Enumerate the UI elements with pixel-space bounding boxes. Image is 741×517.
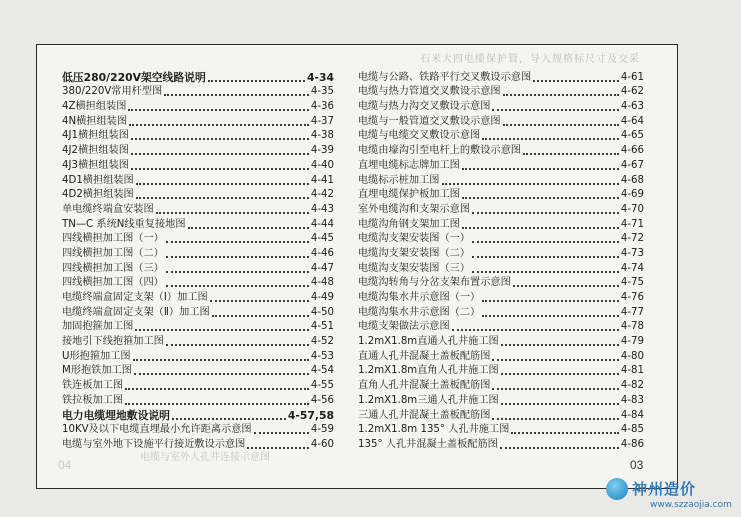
toc-entry <box>62 217 334 232</box>
toc-entry <box>62 261 334 276</box>
toc-entry-page: 4-53 <box>310 350 334 362</box>
toc-entry-title: 四线横担加工图（三） <box>62 262 164 274</box>
toc-entry-page: 4-72 <box>620 233 644 245</box>
toc-entry <box>358 99 644 114</box>
toc-entry-page: 4-85 <box>620 424 644 436</box>
toc-entry-page: 4-48 <box>310 277 334 289</box>
toc-entry-page: 4-78 <box>620 321 644 333</box>
dot-leader <box>125 388 309 390</box>
toc-entry-title: 电缆沟支架安装图（二） <box>358 247 471 259</box>
toc-entry-page: 4-66 <box>620 145 644 157</box>
toc-entry <box>358 129 644 144</box>
toc-entry <box>358 261 644 276</box>
toc-entry-page: 4-54 <box>310 365 334 377</box>
toc-entry-page: 4-59 <box>310 424 334 436</box>
toc-entry <box>62 393 334 408</box>
watermark-url: www.szzaojia.com <box>650 500 732 510</box>
toc-entry-page: 4-36 <box>310 101 334 113</box>
toc-entry-title: 电缆终端盒固定支架（Ⅱ）加工图 <box>62 306 210 318</box>
toc-entry-page: 4-44 <box>310 218 334 230</box>
toc-entry-page: 4-61 <box>620 71 644 83</box>
toc-entry <box>62 246 334 261</box>
toc-entry-page: 4-79 <box>620 336 644 348</box>
toc-entry <box>62 334 334 349</box>
dot-leader <box>472 271 619 273</box>
toc-entry-title: 135° 人孔井混凝土盖板配筋图 <box>358 438 498 450</box>
toc-entry-title: 4N横担组装图 <box>62 115 128 127</box>
dot-leader <box>212 315 309 317</box>
toc-entry-title: 电缆与电缆交叉敷设示意图 <box>358 130 481 142</box>
page-number: 03 <box>630 458 644 472</box>
toc-entry-title: 直埋电缆标志牌加工图 <box>358 159 460 171</box>
toc-entry-title: 电缆与热力管道交叉敷设示意图 <box>358 86 501 98</box>
toc-entry <box>62 70 334 85</box>
dot-leader <box>501 344 619 346</box>
dot-leader <box>247 447 309 449</box>
toc-entry <box>358 349 644 364</box>
dot-leader <box>135 329 309 331</box>
toc-entry-page: 4-49 <box>310 292 334 303</box>
dot-leader <box>172 418 286 420</box>
watermark-logo-icon <box>606 478 628 500</box>
toc-entry-page: 4-46 <box>310 247 334 259</box>
toc-entry-page: 4-82 <box>620 380 644 392</box>
toc-entry-title: 接地引下线抱箍加工图 <box>62 336 164 348</box>
toc-entry <box>358 158 644 173</box>
toc-entry-title: 电缆支架做法示意图 <box>358 321 450 333</box>
dot-leader <box>188 227 309 229</box>
dot-leader <box>492 388 618 390</box>
toc-entry-title: 四线横担加工图（二） <box>62 247 164 259</box>
toc-entry <box>62 114 334 129</box>
toc-entry <box>62 423 334 438</box>
dot-leader <box>492 418 618 420</box>
toc-entry <box>62 305 334 320</box>
toc-entry-page: 4-76 <box>620 292 644 303</box>
dot-leader <box>136 197 309 199</box>
toc-entry <box>62 276 334 291</box>
dot-leader <box>501 403 619 405</box>
toc-entry-title: 电缆与公路、铁路平行交叉敷设示意图 <box>358 71 532 83</box>
toc-entry-page: 4-68 <box>620 174 644 186</box>
dot-leader <box>452 329 619 331</box>
toc-entry-page: 4-75 <box>620 277 644 289</box>
dot-leader <box>462 168 619 170</box>
toc-entry-title: 铁拉板加工图 <box>62 394 124 406</box>
toc-entry-title: 1.2mX1.8m直角人孔井施工图 <box>358 365 499 377</box>
toc-entry <box>358 114 644 129</box>
toc-entry-title: 电缆沟角钢支架加工图 <box>358 218 460 230</box>
toc-entry-title: 电缆沟支架安装图（三） <box>358 262 471 274</box>
dot-leader <box>523 153 619 155</box>
toc-entry-page: 4-73 <box>620 247 644 259</box>
toc-entry <box>358 364 644 379</box>
toc-entry-title: 4J2横担组装图 <box>62 145 129 157</box>
toc-entry-title: 电力电缆埋地敷设说明 <box>62 408 170 422</box>
toc-entry-page: 4-34 <box>306 70 334 84</box>
toc-entry-title: 电缆标示桩加工图 <box>358 174 440 186</box>
toc-entry-page: 4-60 <box>310 438 334 450</box>
dot-leader <box>166 271 309 273</box>
toc-entry <box>358 188 644 203</box>
toc-entry <box>358 202 644 217</box>
toc-entry-page: 4-57,58 <box>287 408 334 422</box>
toc-right-column <box>358 70 644 452</box>
toc-entry-title: 4Z横担组装图 <box>62 101 127 113</box>
toc-entry-title: 1.2mX1.8m三通人孔井施工图 <box>358 394 499 406</box>
toc-entry <box>358 393 644 408</box>
dot-leader <box>492 109 618 111</box>
toc-entry-title: 电缆与室外地下设施平行接近敷设示意图 <box>62 438 246 450</box>
toc-entry <box>358 320 644 335</box>
dot-leader <box>482 315 619 317</box>
toc-entry-page: 4-42 <box>310 189 334 201</box>
toc-entry-page: 4-41 <box>310 174 334 186</box>
toc-entry-page: 4-77 <box>620 306 644 318</box>
toc-entry-page: 4-71 <box>620 218 644 230</box>
watermark <box>606 478 696 500</box>
toc-entry-page: 4-51 <box>310 321 334 333</box>
dot-leader <box>208 80 305 82</box>
bleed-through-page-number: 04 <box>58 458 72 472</box>
toc-entry <box>358 378 644 393</box>
toc-entry-title: 4J1横担组装图 <box>62 130 129 142</box>
toc-entry-page: 4-56 <box>310 394 334 406</box>
dot-leader <box>503 94 619 96</box>
toc-entry <box>62 378 334 393</box>
toc-entry-title: M形抱铁加工图 <box>62 365 132 377</box>
toc-entry-page: 4-86 <box>620 438 644 450</box>
toc-entry <box>62 143 334 158</box>
toc-entry-title: 1.2mX1.8m直通人孔井施工图 <box>358 336 499 348</box>
toc-entry-page: 4-55 <box>310 380 334 392</box>
toc-entry <box>62 437 334 452</box>
toc-entry-page: 4-39 <box>310 145 334 157</box>
toc-entry <box>358 173 644 188</box>
dot-leader <box>503 124 619 126</box>
toc-entry-title: 室外电缆沟和支架示意图 <box>358 203 471 215</box>
toc-entry <box>62 232 334 247</box>
dot-leader <box>482 138 619 140</box>
dot-leader <box>501 373 619 375</box>
toc-left-column <box>62 70 334 452</box>
toc-entry <box>62 320 334 335</box>
toc-entry-title: 四线横担加工图（一） <box>62 233 164 245</box>
toc-entry <box>62 99 334 114</box>
toc-entry-title: 10KV及以下电缆直埋最小允许距离示意图 <box>62 424 252 436</box>
dot-leader <box>513 285 619 287</box>
dot-leader <box>133 359 309 361</box>
toc-entry <box>62 290 334 305</box>
dot-leader <box>166 241 309 243</box>
toc-entry <box>62 85 334 100</box>
toc-entry-title: 电缆与一般管道交叉敷设示意图 <box>358 115 501 127</box>
dot-leader <box>131 168 309 170</box>
toc-entry <box>358 437 644 452</box>
dot-leader <box>533 80 619 82</box>
dot-leader <box>472 256 619 258</box>
toc-entry <box>62 129 334 144</box>
toc-entry-title: 电缆沟支架安装图（一） <box>358 233 471 245</box>
toc-entry-title: 低压280/220V架空线路说明 <box>62 70 206 84</box>
toc-entry <box>358 85 644 100</box>
dot-leader <box>125 403 309 405</box>
dot-leader <box>482 300 619 302</box>
toc-entry <box>358 305 644 320</box>
toc-entry-page: 4-40 <box>310 159 334 171</box>
toc-entry-page: 4-69 <box>620 189 644 201</box>
dot-leader <box>166 344 309 346</box>
toc-entry-title: 三通人孔井混凝土盖板配筋图 <box>358 409 491 421</box>
toc-entry-title: 直埋电缆保护板加工图 <box>358 189 460 201</box>
toc-entry-page: 4-45 <box>310 233 334 245</box>
dot-leader <box>511 432 619 434</box>
toc-entry-title: 四线横担加工图（四） <box>62 277 164 289</box>
toc-entry <box>358 217 644 232</box>
toc-entry <box>62 349 334 364</box>
dot-leader <box>500 447 619 449</box>
toc-entry-title: U形抱箍加工图 <box>62 350 131 362</box>
bleed-through-text: 石米大四电缆保护管，导入规格标尺寸及交采 <box>420 54 640 65</box>
toc-entry-title: 电缆沟转角与分岔支架布置示意图 <box>358 277 511 289</box>
toc-entry <box>62 364 334 379</box>
toc-entry-page: 4-47 <box>310 262 334 274</box>
toc-entry-title: 电缆沟集水井示意图（一） <box>358 292 481 303</box>
toc-entry-page: 4-64 <box>620 115 644 127</box>
dot-leader <box>462 227 619 229</box>
toc-entry-page: 4-35 <box>310 86 334 98</box>
toc-entry-title: 4D2横担组装图 <box>62 189 134 201</box>
dot-leader <box>492 359 618 361</box>
toc-entry-title: 直通人孔井混凝土盖板配筋图 <box>358 350 491 362</box>
toc-entry-page: 4-67 <box>620 159 644 171</box>
toc-entry-title: 电缆沟集水井示意图（二） <box>358 306 481 318</box>
dot-leader <box>472 212 619 214</box>
toc-entry-page: 4-62 <box>620 86 644 98</box>
toc-entry-page: 4-52 <box>310 336 334 348</box>
toc-entry-title: 电缆终端盒固定支架（Ⅰ）加工图 <box>62 292 208 303</box>
toc-entry-title: 4D1横担组装图 <box>62 174 134 186</box>
toc-entry-page: 4-81 <box>620 365 644 377</box>
dot-leader <box>166 256 309 258</box>
toc-entry-title: 电缆由壕沟引至电杆上的敷设示意图 <box>358 145 521 157</box>
toc-entry <box>62 188 334 203</box>
toc-entry <box>62 173 334 188</box>
dot-leader <box>131 138 309 140</box>
toc-entry-title: 1.2mX1.8m 135° 人孔井施工图 <box>358 424 510 436</box>
toc-entry-page: 4-80 <box>620 350 644 362</box>
toc-entry-title: 4J3横担组装图 <box>62 159 129 171</box>
toc-entry <box>358 70 644 85</box>
dot-leader <box>156 212 309 214</box>
toc-entry <box>358 232 644 247</box>
toc-entry <box>358 423 644 438</box>
toc-entry-page: 4-43 <box>310 203 334 215</box>
watermark-title: 神州造价 <box>632 480 697 498</box>
toc-entry <box>358 143 644 158</box>
toc-entry-page: 4-50 <box>310 306 334 318</box>
dot-leader <box>166 285 309 287</box>
dot-leader <box>462 197 619 199</box>
toc-entry-title: 直角人孔井混凝土盖板配筋图 <box>358 380 491 392</box>
toc-entry <box>62 202 334 217</box>
toc-entry-title: TN—C 系统N线重复接地图 <box>62 218 186 230</box>
dot-leader <box>136 183 309 185</box>
dot-leader <box>210 300 309 302</box>
toc-entry <box>358 334 644 349</box>
toc-entry-page: 4-84 <box>620 409 644 421</box>
dot-leader <box>472 241 619 243</box>
toc-entry-page: 4-63 <box>620 101 644 113</box>
dot-leader <box>134 373 309 375</box>
toc-entry <box>358 246 644 261</box>
toc-entry <box>62 408 334 423</box>
toc-entry-title: 380/220V常用杆型图 <box>62 86 163 98</box>
toc-entry-page: 4-37 <box>310 115 334 127</box>
toc-entry <box>358 290 644 305</box>
dot-leader <box>254 432 309 434</box>
toc-entry-title: 电缆与热力沟交叉敷设示意图 <box>358 101 491 113</box>
dot-leader <box>442 183 619 185</box>
dot-leader <box>128 109 308 111</box>
dot-leader <box>164 94 309 96</box>
toc-entry-page: 4-38 <box>310 130 334 142</box>
toc-entry-title: 单电缆终端盒安装图 <box>62 203 154 215</box>
toc-entry-title: 铁连板加工图 <box>62 380 124 392</box>
toc-entry <box>62 158 334 173</box>
toc-entry-title: 加固抱箍加工图 <box>62 321 134 333</box>
toc-entry <box>358 276 644 291</box>
toc-entry-page: 4-70 <box>620 203 644 215</box>
dot-leader <box>131 153 309 155</box>
toc-entry-page: 4-65 <box>620 130 644 142</box>
dot-leader <box>129 124 309 126</box>
toc-entry-page: 4-83 <box>620 394 644 406</box>
toc-entry-page: 4-74 <box>620 262 644 274</box>
toc-entry <box>358 408 644 423</box>
bleed-through-text-bottom: 电缆与室外人孔井连接示意图 <box>140 452 270 463</box>
